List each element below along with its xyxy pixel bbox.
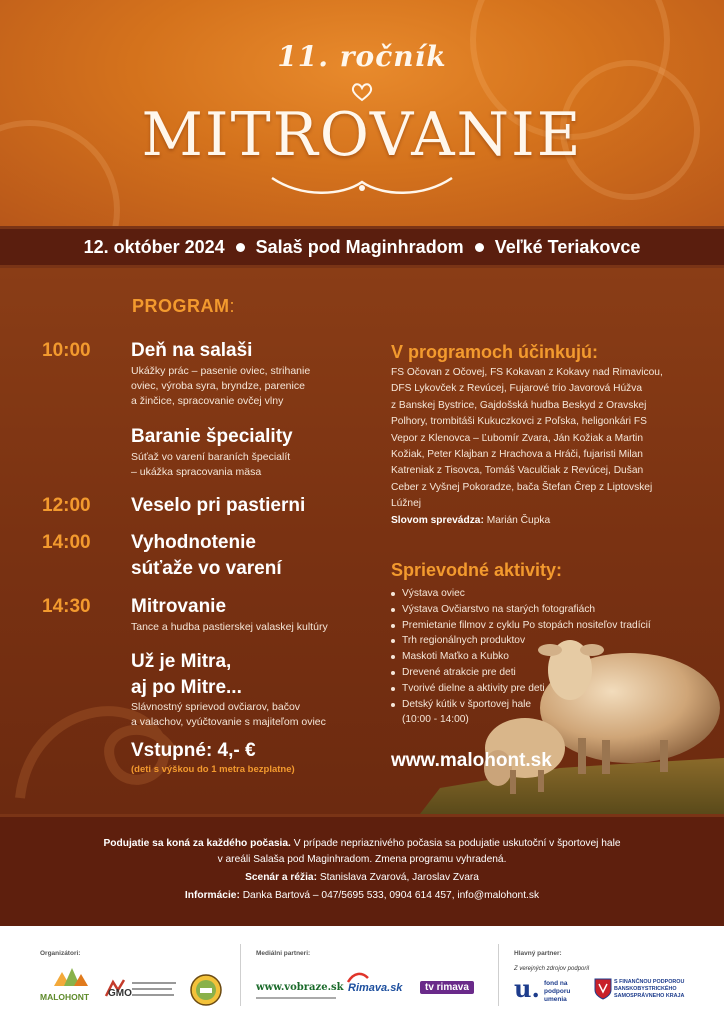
media-partners-label: Mediálni partneri: [256, 950, 311, 957]
organizers-label: Organizátori: [40, 950, 81, 957]
performers-line: Vepor z Klenovca – Ľubomír Zvara, Ján Kožiak a Martin [391, 432, 643, 444]
tvrimava-logo-text: tv rimava [420, 981, 474, 994]
bullet-dot-icon [236, 243, 245, 252]
list-item: Tvorivé dielne a aktivity pre deti [391, 681, 651, 697]
website-link[interactable]: www.malohont.sk [391, 750, 552, 771]
event-item-desc: Súťaž vo varení baraních špecialít [131, 451, 291, 463]
heart-ornament-icon [350, 82, 374, 102]
time-label: 12:00 [42, 495, 91, 516]
performers-list [391, 365, 686, 529]
list-item: Výstava Ovčiarstvo na starých fotografiách [391, 602, 651, 618]
direction-credit: Scenár a réžia: Stanislava Zvarová, Jaroslav Zvara [245, 872, 479, 883]
weather-note: Podujatie sa koná za každého počasia. V prípade nepriaznivého počasia sa podujatie uskutoční v športovej hale [103, 838, 621, 849]
event-item-desc: Ukážky prác – pasenie oviec, strihanie [131, 365, 311, 377]
divider [0, 814, 724, 817]
time-label: 14:00 [42, 532, 91, 553]
list-item: Premietanie filmov z cyklu Po stopách nositeľov tradícií [391, 618, 651, 634]
header-banner [0, 0, 724, 226]
performers-line: Ceber z Vyšnej Pokoradze, bača Štefan Črep z Liptovskej [391, 481, 653, 493]
gmo-logo-text: GMO [108, 988, 132, 999]
entry-fee-note: (deti s výškou do 1 metra bezplatne) [131, 764, 295, 775]
event-item-desc: Slávnostný sprievod ovčiarov, bačov [131, 701, 301, 713]
program-heading: PROGRAM: [132, 296, 236, 316]
list-item: Výstava oviec [391, 586, 651, 602]
list-item: Maskoti Maťko a Kubko [391, 649, 651, 665]
event-item-desc: a valachov, vyúčtovanie s majiteľom oviec [131, 716, 326, 728]
host-line: Slovom sprevádza: Marián Čupka [391, 514, 551, 526]
event-title: MITROVANIE [141, 100, 583, 170]
main-partner-label: Hlavný partner: [514, 950, 562, 957]
activities-list [391, 586, 651, 728]
malohont-logo-icon [50, 966, 90, 988]
program-section [0, 268, 724, 814]
performers-line: Kožiak, Peter Klajban z Hrachova a Hráči, fujaristi Milan [391, 449, 643, 461]
performers-line: DFS Lykovček z Revúcej, Fujarové trio Javorová Húžva [391, 383, 643, 395]
performers-heading: V programoch účinkujú: [391, 342, 599, 362]
vobraze-logo-text: www.vobraze.sk [256, 982, 344, 993]
fond-from-text: Z verejných zdrojov podporil [514, 966, 590, 972]
fond-logo-text: fond na podporu umenia [544, 980, 571, 1003]
flourish-ornament-icon [262, 168, 462, 198]
bbsk-crest-icon [594, 978, 612, 1000]
event-item-title: súťaže vo varení [131, 558, 282, 579]
list-item: Trh regionálnych produktov [391, 633, 651, 649]
event-item-title: Mitrovanie [131, 596, 227, 617]
event-town: Veľké Teriakovce [494, 236, 641, 257]
bullet-dot-icon [475, 243, 484, 252]
bbsk-logo-text: S FINANČNOU PODPOROU BANSKOBYSTRICKÉHO SAMOSPRÁVNEHO KRAJA [614, 979, 685, 999]
weather-note-line2: v areáli Salaša pod Maginhradom. Zmena programu vyhradená. [217, 854, 507, 865]
event-item-title: Veselo pri pastierni [131, 495, 306, 516]
list-item: Drevené atrakcie pre deti [391, 665, 651, 681]
event-item-title: Už je Mitra, [131, 651, 232, 672]
event-item-desc: Tance a hudba pastierskej valaskej kultúry [131, 621, 328, 633]
event-item-title: Deň na salaši [131, 340, 253, 361]
malohont-logo-text: MALOHONT [40, 992, 90, 1002]
event-item-desc: oviec, výroba syra, bryndze, parenice [131, 380, 305, 392]
divider [240, 944, 241, 1006]
vobraze-tagline [256, 996, 336, 1000]
partners-section [0, 926, 724, 1024]
performers-line: Lúžnej [391, 498, 422, 510]
performers-line: FS Očovan z Očovej, FS Kokavan z Kokavy nad Rimavicou, [391, 367, 663, 378]
contact-info: Informácie: Danka Bartová – 047/5695 533, 0904 614 457, info@malohont.sk [184, 890, 540, 901]
time-label: 10:00 [42, 340, 91, 361]
event-venue: Salaš pod Maginhradom [255, 236, 464, 257]
event-item-title: aj po Mitre... [131, 677, 242, 698]
performers-line: Polhory, trombitáši Kukuczkovci z Poľska, heligonkári FS [391, 416, 647, 428]
event-item-desc: – ukážka spracovania mäsa [131, 466, 262, 478]
event-item-title: Vyhodnotenie [131, 532, 256, 553]
fond-logo-icon: u. [514, 974, 540, 1003]
list-item-hours: (10:00 - 14:00) [402, 714, 469, 726]
entry-fee: Vstupné: 4,- € [131, 740, 256, 761]
event-item-title: Baranie špeciality [131, 426, 293, 447]
performers-line: Katreniak z Tisovca, Tomáš Vaculčiak z Revúcej, Dušan [391, 465, 644, 477]
performers-line: z Banskej Bystrice, Gajdošská hudba Beskyd z Oravskej [391, 399, 647, 411]
rimava-logo-text: Rimava.sk [348, 982, 403, 994]
activities-heading: Sprievodné aktivity: [391, 560, 563, 580]
event-date: 12. október 2024 [83, 236, 225, 257]
divider [498, 944, 499, 1006]
date-location-band [0, 226, 724, 268]
info-section [0, 814, 724, 926]
edition-label: 11. ročník [277, 40, 447, 73]
list-item: Detský kútik v športovej hale [391, 697, 651, 713]
seal-logo-icon [190, 974, 222, 1006]
time-label: 14:30 [42, 596, 91, 617]
event-item-desc: a žinčice, spracovanie ovčej vlny [131, 395, 284, 407]
gmo-tagline-lines [132, 980, 176, 998]
